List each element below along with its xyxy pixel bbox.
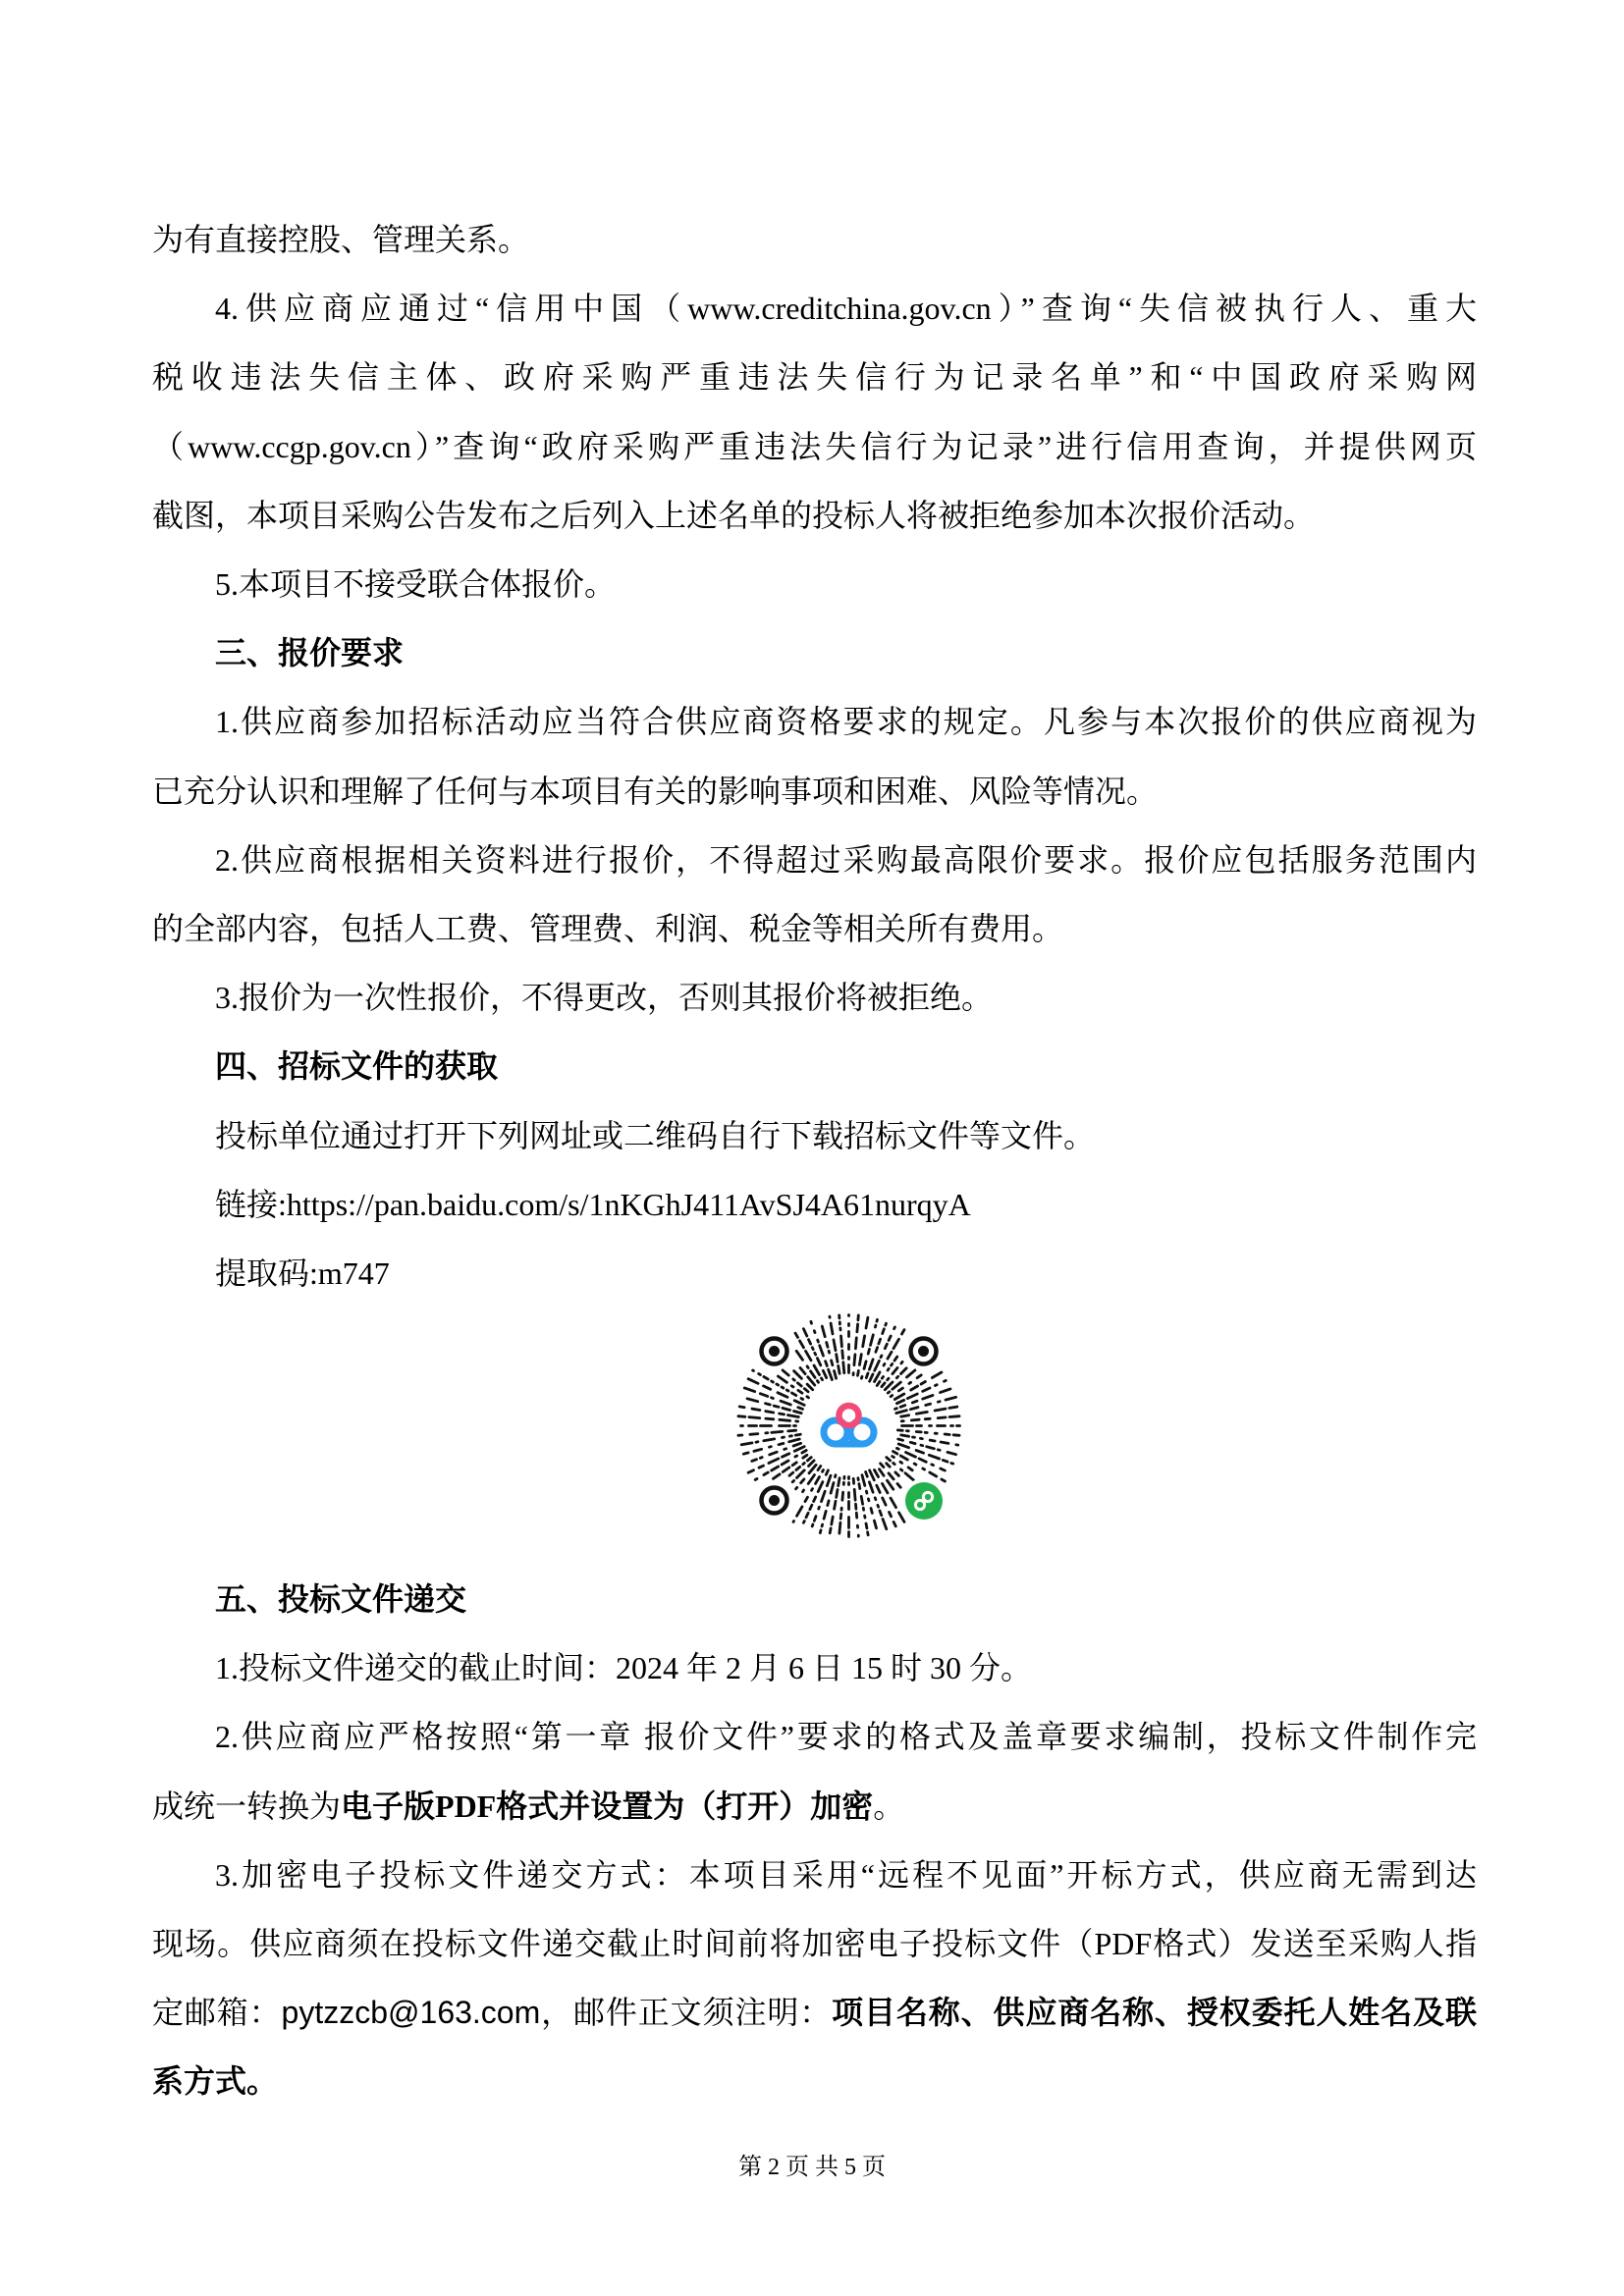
paragraph-section-3-item-3 (152, 963, 1477, 1032)
qr-eye-top-right-icon (911, 1339, 937, 1364)
text-line: 已充分认识和理解了任何与本项目有关的影响事项和困难、风险等情况。 (152, 773, 1159, 809)
extraction-code: m747 (317, 1255, 390, 1292)
text-line: 的全部内容，包括人工费、管理费、利润、税金等相关所有费用。 (152, 911, 1064, 947)
section-heading: 四、招标文件的获取 (215, 1048, 499, 1085)
paragraph-section-5-item-1 (152, 1633, 1477, 1702)
page-number: 第 2 页 共 5 页 (738, 2155, 886, 2180)
text-line: 4.供应商应通过“信用中国（www.creditchina.gov.cn）”查询“失信被执行人、重大 (215, 291, 1477, 327)
extraction-code-label: 提取码: (215, 1255, 318, 1292)
emphasis-text: 系方式。 (152, 2063, 279, 2100)
document-body-bottom (152, 1565, 1477, 2116)
text-line: 1.供应商参加招标活动应当符合供应商资格要求的规定。凡参与本次报价的供应商视为 (215, 704, 1477, 740)
text-line: 1.投标文件递交的截止时间：2024 年 2 月 6 日 15 时 30 分。 (215, 1650, 1033, 1686)
text-line: 2.供应商应严格按照“第一章 报价文件”要求的格式及盖章要求编制，投标文件制作完 (215, 1719, 1477, 1755)
link-url: https://pan.baidu.com/s/1nKGhJ411AvSJ4A61nurqyA (286, 1186, 971, 1222)
wechat-mini-program-icon (901, 1478, 947, 1523)
paragraph-item-4 (152, 274, 1477, 550)
text-line (152, 1772, 1477, 1841)
extraction-code-line (152, 1239, 1477, 1308)
paragraph-section-3-item-2 (152, 826, 1477, 963)
link-label: 链接: (215, 1186, 287, 1222)
paragraph-section-5-item-2 (152, 1702, 1477, 1840)
text-line: 3.加密电子投标文件递交方式：本项目采用“远程不见面”开标方式，供应商无需到达 (215, 1856, 1477, 1893)
download-intro: 投标单位通过打开下列网址或二维码自行下载招标文件等文件。 (215, 1117, 1096, 1153)
mini-program-code (734, 1311, 963, 1540)
download-link-line (152, 1170, 1477, 1239)
text-run: 成统一转换为 (152, 1788, 342, 1824)
text-line: 5.本项目不接受联合体报价。 (215, 566, 617, 603)
text-run: 。 (873, 1788, 905, 1824)
text-line: 3.报价为一次性报价，不得更改，否则其报价将被拒绝。 (215, 980, 994, 1016)
text-line: 为有直接控股、管理关系。 (152, 222, 530, 257)
document-body-top (152, 205, 1477, 1308)
text-line: 2.供应商根据相关资料进行报价，不得超过采购最高限价要求。报价应包括服务范围内 (215, 841, 1477, 878)
text-line: （www.ccgp.gov.cn）”查询“政府采购严重违法失信行为记录”进行信用查询，并提供网页 (152, 428, 1477, 464)
paragraph-item-5 (152, 550, 1477, 618)
text-line: 现场。供应商须在投标文件递交截止时间前将加密电子投标文件（PDF格式）发送至采购人指 (152, 1926, 1477, 1962)
section-heading: 三、报价要求 (215, 635, 405, 671)
emphasis-text: 电子版PDF格式并设置为（打开）加密 (341, 1788, 874, 1824)
paragraph-section-3-item-1 (152, 687, 1477, 825)
text-line: 截图，本项目采购公告发布之后列入上述名单的投标人将被拒绝参加本次报价活动。 (152, 497, 1316, 533)
section-heading: 五、投标文件递交 (215, 1581, 467, 1617)
text-line (152, 1978, 1477, 2047)
text-run: ，邮件正文须注明： (540, 1995, 833, 2031)
qr-eye-bottom-left-icon (762, 1488, 787, 1514)
email-address: pytzzcb@163.com (281, 1995, 541, 2031)
qr-code-icon (734, 1311, 963, 1540)
text-line: 税收违法失信主体、政府采购严重违法失信行为记录名单”和“中国政府采购网 (152, 359, 1477, 396)
emphasis-text: 项目名称、供应商名称、授权委托人姓名及联 (832, 1995, 1477, 2031)
text-line (152, 2047, 1477, 2115)
text-run: 定邮箱： (152, 1995, 282, 2031)
paragraph-section-5-item-3 (152, 1841, 1477, 2116)
qr-eye-top-left-icon (762, 1339, 787, 1364)
